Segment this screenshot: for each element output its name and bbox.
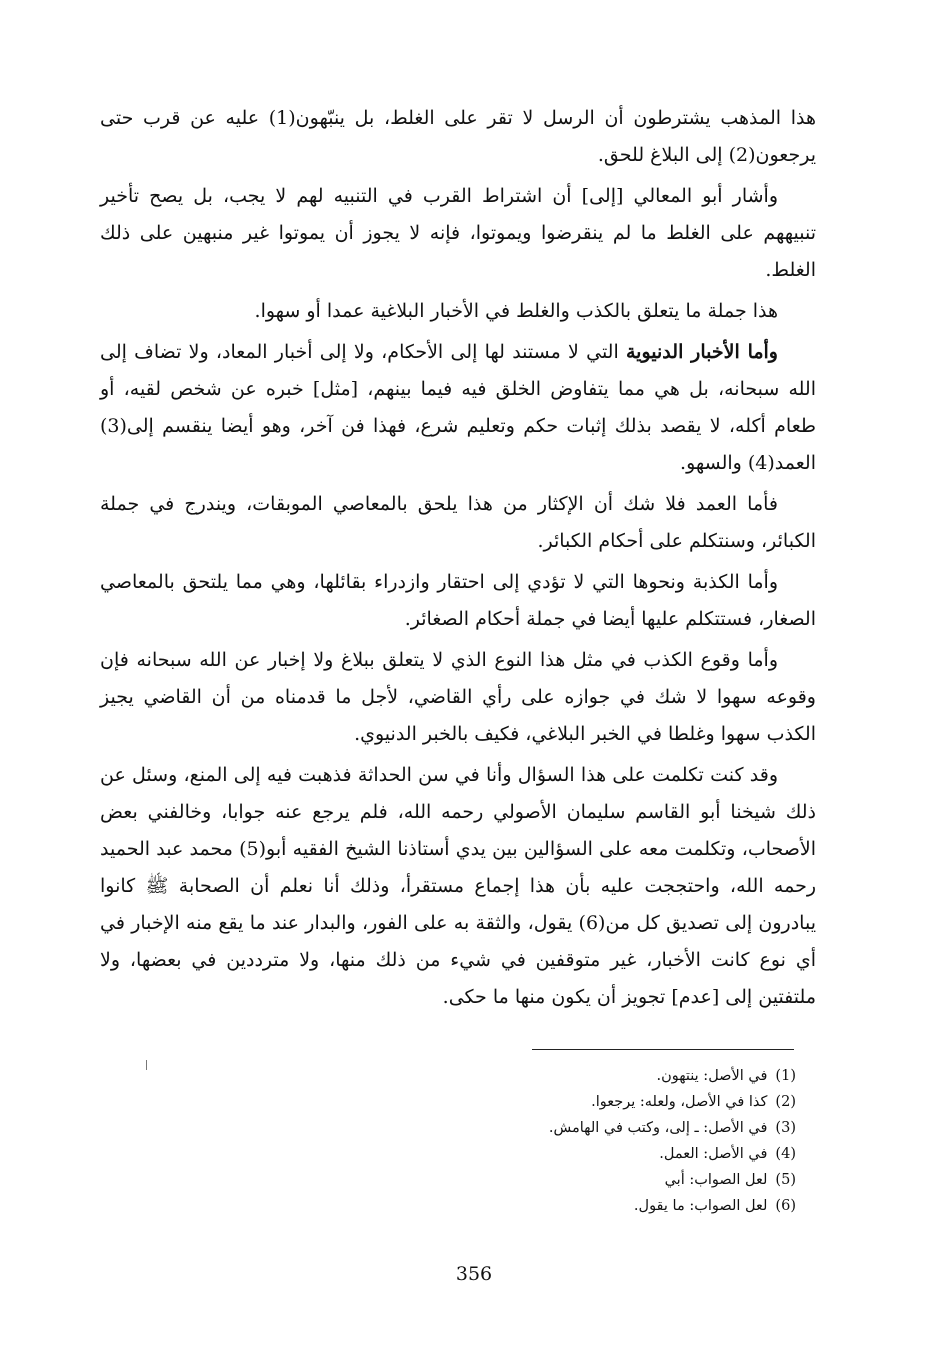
footnote-item bbox=[300, 1063, 796, 1089]
paragraph-4-lead: وأما الأخبار الدنيوية bbox=[626, 341, 778, 363]
paragraph-5-text: فأما العمد فلا شك أن الإكثار من هذا يلحق بالمعاصي الموبقات، ويندرج في جملة الكبائر، وسنتكلم على أحكام الكبائر. bbox=[100, 493, 816, 552]
footnote-text: في الأصل: ينتهون. bbox=[656, 1068, 768, 1084]
paragraph-3-text: هذا جملة ما يتعلق بالكذب والغلط في الأخبار البلاغية عمدا أو سهوا. bbox=[254, 300, 778, 322]
footnote-separator bbox=[532, 1049, 794, 1050]
main-text bbox=[100, 100, 816, 1016]
footnotes-list bbox=[300, 1063, 796, 1219]
footnote-text: كذا في الأصل، ولعله: يرجعوا. bbox=[591, 1094, 768, 1110]
footnote-number: (5) bbox=[775, 1172, 796, 1188]
paragraph-1-text: هذا المذهب يشترطون أن الرسل لا تقر على الغلط، بل ينبّهون(1) عليه عن قرب حتى يرجعون(2) إلى البلاغ للحق. bbox=[100, 107, 816, 166]
paragraph-4 bbox=[100, 334, 816, 482]
footnote-item bbox=[300, 1115, 796, 1141]
page-number: 356 bbox=[455, 1263, 493, 1285]
footnote-item bbox=[300, 1167, 796, 1193]
paragraph-8-text: وقد كنت تكلمت على هذا السؤال وأنا في سن الحداثة فذهبت فيه إلى المنع، وسئل عن ذلك شيخنا أبو القاسم سليمان الأصولي رحمه الله، فلم يرجع عنه جوابا، وخالفني بعض الأصحاب، وتكلمت معه على السؤالين بين يدي أستاذنا الشيخ الفقيه أبو(5) محمد عبد الحميد رحمه الله، واحتججت عليه بأن هذا إجماع مستقرأ، وذلك أنا نعلم أن الصحابة ﷺ كانوا يبادرون إلى تصديق كل من(6) يقول، والثقة به على الفور، والبدار عند ما يقع منه الإخبار في أي نوع كانت الأخبار، غير متوقفين في شيء من ذلك منها، ولا مترددين في بعضها، ولا ملتفتين إلى [عدم] تجويز أن يكون منها ما حكى. bbox=[100, 764, 817, 1008]
paragraph-5 bbox=[100, 486, 816, 560]
paragraph-8 bbox=[100, 757, 816, 1016]
footnote-text: في الأصل: العمل. bbox=[659, 1146, 768, 1162]
paragraph-2 bbox=[100, 178, 816, 289]
footnote-number: (4) bbox=[775, 1146, 796, 1162]
footnote-number: (3) bbox=[775, 1120, 796, 1136]
paragraph-2-text: وأشار أبو المعالي [إلى] أن اشتراط القرب في التنبيه لهم لا يجب، بل يصح تأخير تنبيههم على الغلط ما لم ينقرضوا ويموتوا، فإنه لا يجوز أن يموتوا غير منبهين على ذلك الغلط. bbox=[100, 185, 816, 281]
paragraph-7-text: وأما وقوع الكذب في مثل هذا النوع الذي لا يتعلق ببلاغ ولا إخبار عن الله سبحانه فإن وقوعه سهوا لا شك في جوازه على رأي القاضي، لأجل ما قدمناه من أن القاضي يجيز الكذب سهوا وغلطا في الخبر البلاغي، فكيف بالخبر الدنيوي. bbox=[100, 649, 816, 745]
footnote-item bbox=[300, 1193, 796, 1219]
paragraph-4-text: التي لا مستند لها إلى الأحكام، ولا إلى أخبار المعاد، ولا تضاف إلى الله سبحانه، بل هي مما يتفاوض الخلق فيه فيما بينهم، [مثل] خبره عن شخص لقيه، أو طعام أكله، لا يقصد بذلك إثبات حكم وتعليم شرع، فهذا فن آخر، وهو أيضا ينقسم إلى(3) العمد(4) والسهو. bbox=[100, 341, 816, 474]
margin-mark bbox=[146, 1060, 147, 1070]
paragraph-6 bbox=[100, 564, 816, 638]
footnote-text: لعل الصواب: أبي bbox=[664, 1172, 768, 1188]
paragraph-6-text: وأما الكذبة ونحوها التي لا تؤدي إلى احتقار وازدراء بقائلها، وهي مما يلتحق بالمعاصي الصغار، فستتكلم عليها أيضا في جملة أحكام الصغائر. bbox=[100, 571, 816, 630]
footnote-number: (2) bbox=[775, 1094, 796, 1110]
paragraph-7 bbox=[100, 642, 816, 753]
footnote-number: (6) bbox=[775, 1198, 796, 1214]
footnote-item bbox=[300, 1089, 796, 1115]
footnote-text: في الأصل: ـ إلى، وكتب في الهامش. bbox=[548, 1120, 768, 1136]
paragraph-1 bbox=[100, 100, 816, 174]
footnote-text: لعل الصواب: ما يقول. bbox=[633, 1198, 768, 1214]
footnote-number: (1) bbox=[775, 1068, 796, 1084]
paragraph-3 bbox=[100, 293, 816, 330]
footnote-item bbox=[300, 1141, 796, 1167]
